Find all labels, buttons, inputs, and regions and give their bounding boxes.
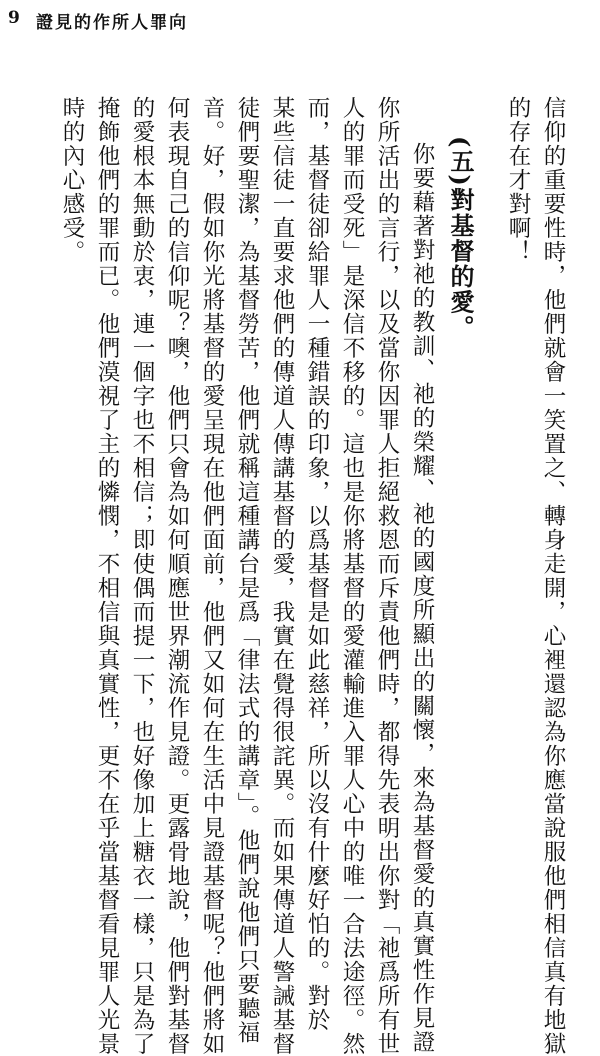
- text-column-10: 音。好，假如你光將基督的愛呈現在他們面前，他們又如何在生活中見證基督呢？他們將如: [199, 96, 225, 1056]
- text-column-2: 的存在才對啊！: [505, 96, 531, 264]
- page-number: 9: [8, 8, 20, 28]
- section-spacer: [478, 96, 500, 946]
- text-column-7: 而，基督徒卻給罪人一種錯誤的印象，以爲基督是如此慈祥，所以沒有什麼好怕的。對於: [304, 96, 330, 1032]
- text-column-13: 掩飾他們的罪而已。他們漠視了主的憐憫，不相信與真實性，更不在乎當基督看見罪人光景: [94, 96, 120, 1056]
- text-column-8: 某些信徒一直要求他們的傳道人傳講基督的愛，我實在覺得很詫異。而如果傳道人警誡基督: [269, 96, 295, 1056]
- text-column-11: 何表現自己的信仰呢？噢，他們只會為如何順應世界潮流作見證。更露骨地說，他們對基督: [164, 96, 190, 1056]
- text-column-6: 人的罪而受死」是深信不移的。這也是你將基督的愛灌輸進入罪人心中的唯一合法途徑。然: [339, 96, 365, 1056]
- text-column-12: 的愛根本無動於衷，連一個字也不相信；即使偶而提一下，也好像加上糖衣一樣，只是為了: [129, 96, 155, 1056]
- text-column-5: 你所活出的言行，以及當你因罪人拒絕救恩而斥責他們時，都得先表明出你對「祂爲所有世: [374, 96, 400, 1056]
- text-column-9: 徒們要聖潔，為基督勞苦，他們就稱這種講台是爲「律法式的講章」。他們說他們只要聽福: [234, 96, 260, 1045]
- vertical-body-text: [54, 96, 570, 1056]
- text-column-14: 時的內心感受。: [59, 96, 85, 264]
- running-title: 證見的作所人罪向: [36, 13, 188, 33]
- text-column-1: 信仰的重要性時，他們就會一笑置之、轉身走開，心裡還認為你應當說服他們相信真有地獄: [540, 96, 566, 1056]
- text-column-4: 你要藉著對祂的教訓、祂的榮耀、祂的國度所顯出的關懷，來為基督愛的真實性作見證: [409, 142, 435, 1054]
- section-heading: (五)對基督的愛。: [446, 136, 475, 341]
